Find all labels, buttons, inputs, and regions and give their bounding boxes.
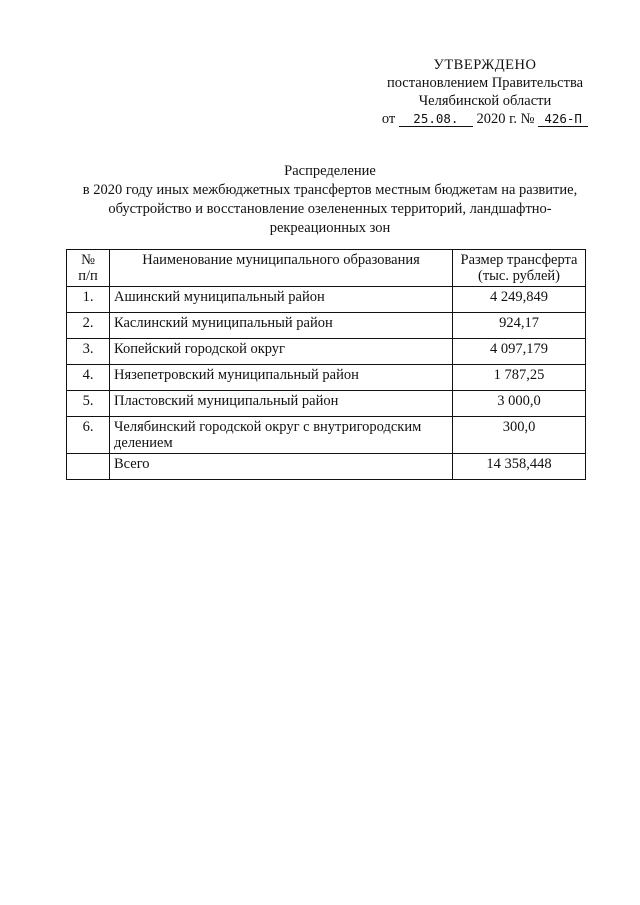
row-number: 4.: [67, 365, 110, 391]
document-title: [60, 162, 600, 238]
row-number: 6.: [67, 417, 110, 454]
row-number: 3.: [67, 339, 110, 365]
row-number: 5.: [67, 391, 110, 417]
approval-heading: УТВЕРЖДЕНО: [433, 57, 537, 73]
approval-block: [360, 56, 610, 128]
row-amount: 3 000,0: [453, 391, 586, 417]
header-number: [67, 250, 110, 287]
title-line-3: обустройство и восстановление озелененных территорий, ландшафтно-: [108, 201, 552, 217]
row-amount: 1 787,25: [453, 365, 586, 391]
date-prefix: от: [381, 111, 396, 127]
title-line-2: в 2020 году иных межбюджетных трансфертов местным бюджетам на развитие,: [82, 182, 578, 198]
approval-date-line: [360, 110, 610, 128]
table-header-row: [67, 250, 586, 287]
row-name: Челябинский городской округ с внутригородским делением: [110, 417, 453, 454]
header-amount-line-2: (тыс. рублей): [478, 268, 560, 284]
header-amount-line-1: Размер трансферта: [460, 252, 578, 268]
row-amount: 4 097,179: [453, 339, 586, 365]
header-number-line-1: №: [81, 252, 95, 268]
total-label: Всего: [110, 454, 453, 480]
header-number-line-2: п/п: [78, 268, 98, 284]
title-line-4: рекреационных зон: [269, 220, 391, 236]
table-row: [67, 391, 586, 417]
row-number: 1.: [67, 287, 110, 313]
row-name: Нязепетровский муниципальный район: [110, 365, 453, 391]
row-name: Копейский городской округ: [110, 339, 453, 365]
table-total-row: [67, 454, 586, 480]
approval-line-1: постановлением Правительства: [386, 75, 584, 91]
approval-date: 25.08.: [399, 111, 473, 127]
row-name: Ашинский муниципальный район: [110, 287, 453, 313]
row-amount: 4 249,849: [453, 287, 586, 313]
header-amount: [453, 250, 586, 287]
transfer-table: [66, 249, 586, 480]
table-row: [67, 339, 586, 365]
total-number: [67, 454, 110, 480]
table-row: [67, 313, 586, 339]
table-row: [67, 417, 586, 454]
row-name: Каслинский муниципальный район: [110, 313, 453, 339]
header-name: Наименование муниципального образования: [110, 250, 453, 287]
total-amount: 14 358,448: [453, 454, 586, 480]
approval-line-2: Челябинской области: [418, 93, 552, 109]
table-row: [67, 365, 586, 391]
approval-year: 2020 г. №: [476, 111, 535, 127]
row-amount: 924,17: [453, 313, 586, 339]
title-line-1: Распределение: [284, 163, 376, 179]
row-number: 2.: [67, 313, 110, 339]
row-amount: 300,0: [453, 417, 586, 454]
row-name: Пластовский муниципальный район: [110, 391, 453, 417]
approval-number: 426-П: [538, 111, 588, 127]
table-row: [67, 287, 586, 313]
